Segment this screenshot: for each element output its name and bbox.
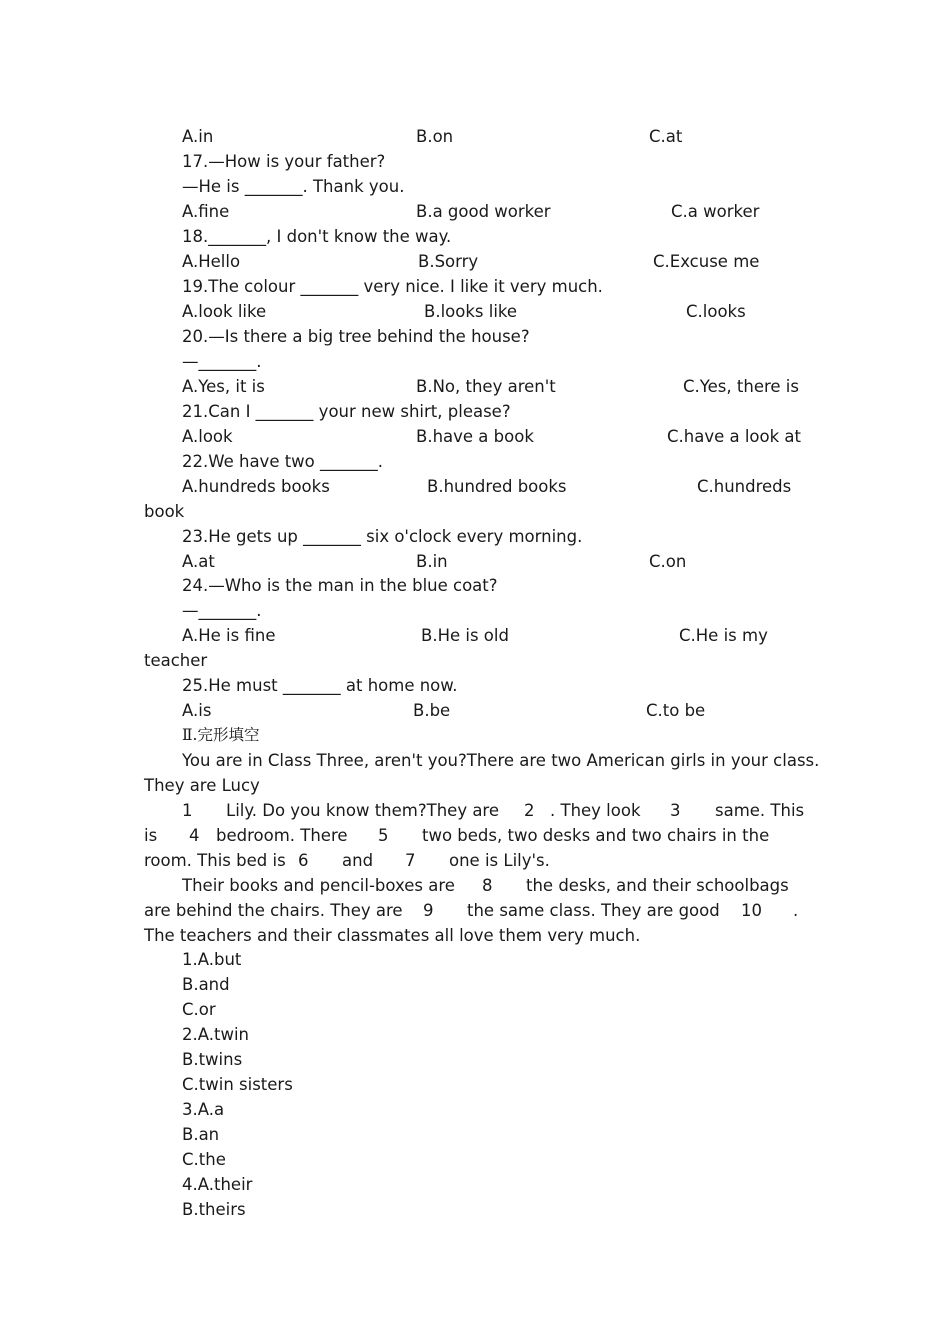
- q17-option-c: C.a worker: [671, 202, 760, 221]
- cloze-option: B.and: [182, 975, 230, 994]
- blank-number: 4: [189, 826, 200, 845]
- cloze-option: 3.A.a: [182, 1100, 225, 1119]
- q18-stem: 18._______, I don't know the way.: [182, 227, 452, 246]
- q24-option-c: C.He is my: [679, 626, 768, 645]
- q18-option-b: B.Sorry: [418, 252, 479, 271]
- passage-fragment: . They look: [550, 801, 641, 820]
- blank-number: 10: [741, 901, 762, 920]
- passage-fragment: are behind the chairs. They are: [144, 901, 403, 920]
- q17-option-a: A.fine: [182, 202, 230, 221]
- q21-option-c: C.have a look at: [667, 427, 802, 446]
- q22-option-c: C.hundreds: [697, 477, 792, 496]
- passage-fragment: room. This bed is: [144, 851, 286, 870]
- passage-line: They are Lucy: [144, 776, 260, 795]
- cloze-option: B.theirs: [182, 1200, 246, 1219]
- q19-option-b: B.looks like: [424, 302, 518, 321]
- q17-option-b: B.a good worker: [416, 202, 551, 221]
- blank-number: 7: [405, 851, 416, 870]
- q25-option-b: B.be: [413, 701, 451, 720]
- q23-option-a: A.at: [182, 552, 215, 571]
- cloze-option: 2.A.twin: [182, 1025, 249, 1044]
- q16-option-a: A.in: [182, 127, 214, 146]
- cloze-option: B.an: [182, 1125, 220, 1144]
- passage-fragment: the desks, and their schoolbags: [526, 876, 789, 895]
- q25-option-c: C.to be: [646, 701, 706, 720]
- q20-option-b: B.No, they aren't: [416, 377, 556, 396]
- passage-fragment: .: [793, 901, 799, 920]
- q22-stem: 22.We have two _______.: [182, 452, 384, 471]
- q21-stem: 21.Can I _______ your new shirt, please?: [182, 402, 511, 421]
- blank-number: 2: [524, 801, 535, 820]
- cloze-option: C.the: [182, 1150, 226, 1169]
- q18-option-c: C.Excuse me: [653, 252, 760, 271]
- passage-fragment: is: [144, 826, 158, 845]
- cloze-option: C.or: [182, 1000, 216, 1019]
- q25-stem: 25.He must _______ at home now.: [182, 676, 458, 695]
- passage-fragment: bedroom. There: [216, 826, 348, 845]
- blank-number: 9: [423, 901, 434, 920]
- cloze-option: 4.A.their: [182, 1175, 253, 1194]
- q23-option-c: C.on: [649, 552, 687, 571]
- q21-option-a: A.look: [182, 427, 233, 446]
- q24-option-a: A.He is fine: [182, 626, 276, 645]
- q24-option-b: B.He is old: [421, 626, 509, 645]
- blank-number: 5: [378, 826, 389, 845]
- blank-number: 8: [482, 876, 493, 895]
- passage-fragment: two beds, two desks and two chairs in the: [422, 826, 770, 845]
- q22-option-b: B.hundred books: [427, 477, 567, 496]
- blank-number: 6: [298, 851, 309, 870]
- q23-stem: 23.He gets up _______ six o'clock every morning.: [182, 527, 583, 546]
- section-heading: Ⅱ.完形填空: [182, 726, 260, 744]
- blank-number: 1: [182, 801, 193, 820]
- blank-number: 3: [670, 801, 681, 820]
- q23-option-b: B.in: [416, 552, 448, 571]
- q19-option-c: C.looks: [686, 302, 746, 321]
- passage-line: You are in Class Three, aren't you?There are two American girls in your class.: [182, 751, 820, 770]
- q24-reply: —_______.: [182, 601, 262, 620]
- q21-option-b: B.have a book: [416, 427, 534, 446]
- passage-fragment: and: [342, 851, 374, 870]
- passage-fragment: Their books and pencil-boxes are: [182, 876, 455, 895]
- passage-fragment: the same class. They are good: [467, 901, 720, 920]
- passage-fragment: one is Lily's.: [449, 851, 550, 870]
- q18-option-a: A.Hello: [182, 252, 241, 271]
- q20-option-c: C.Yes, there is: [683, 377, 799, 396]
- cloze-option: B.twins: [182, 1050, 243, 1069]
- passage-line: The teachers and their classmates all love them very much.: [144, 926, 641, 945]
- q20-stem: 20.—Is there a big tree behind the house?: [182, 327, 530, 346]
- q19-option-a: A.look like: [182, 302, 267, 321]
- passage-fragment: Lily. Do you know them?They are: [226, 801, 500, 820]
- q16-option-c: C.at: [649, 127, 683, 146]
- q22-option-a: A.hundreds books: [182, 477, 330, 496]
- q24-stem: 24.—Who is the man in the blue coat?: [182, 576, 498, 595]
- q24-option-c-wrap: teacher: [144, 651, 208, 670]
- q16-option-b: B.on: [416, 127, 454, 146]
- q20-option-a: A.Yes, it is: [182, 377, 265, 396]
- q17-stem: 17.—How is your father?: [182, 152, 386, 171]
- passage-fragment: same. This: [715, 801, 805, 820]
- q22-option-c-wrap: book: [144, 502, 185, 521]
- cloze-option: 1.A.but: [182, 950, 242, 969]
- cloze-option: C.twin sisters: [182, 1075, 293, 1094]
- q20-reply: —_______.: [182, 352, 262, 371]
- q17-reply: —He is _______. Thank you.: [182, 177, 405, 196]
- q19-stem: 19.The colour _______ very nice. I like it very much.: [182, 277, 603, 296]
- q25-option-a: A.is: [182, 701, 212, 720]
